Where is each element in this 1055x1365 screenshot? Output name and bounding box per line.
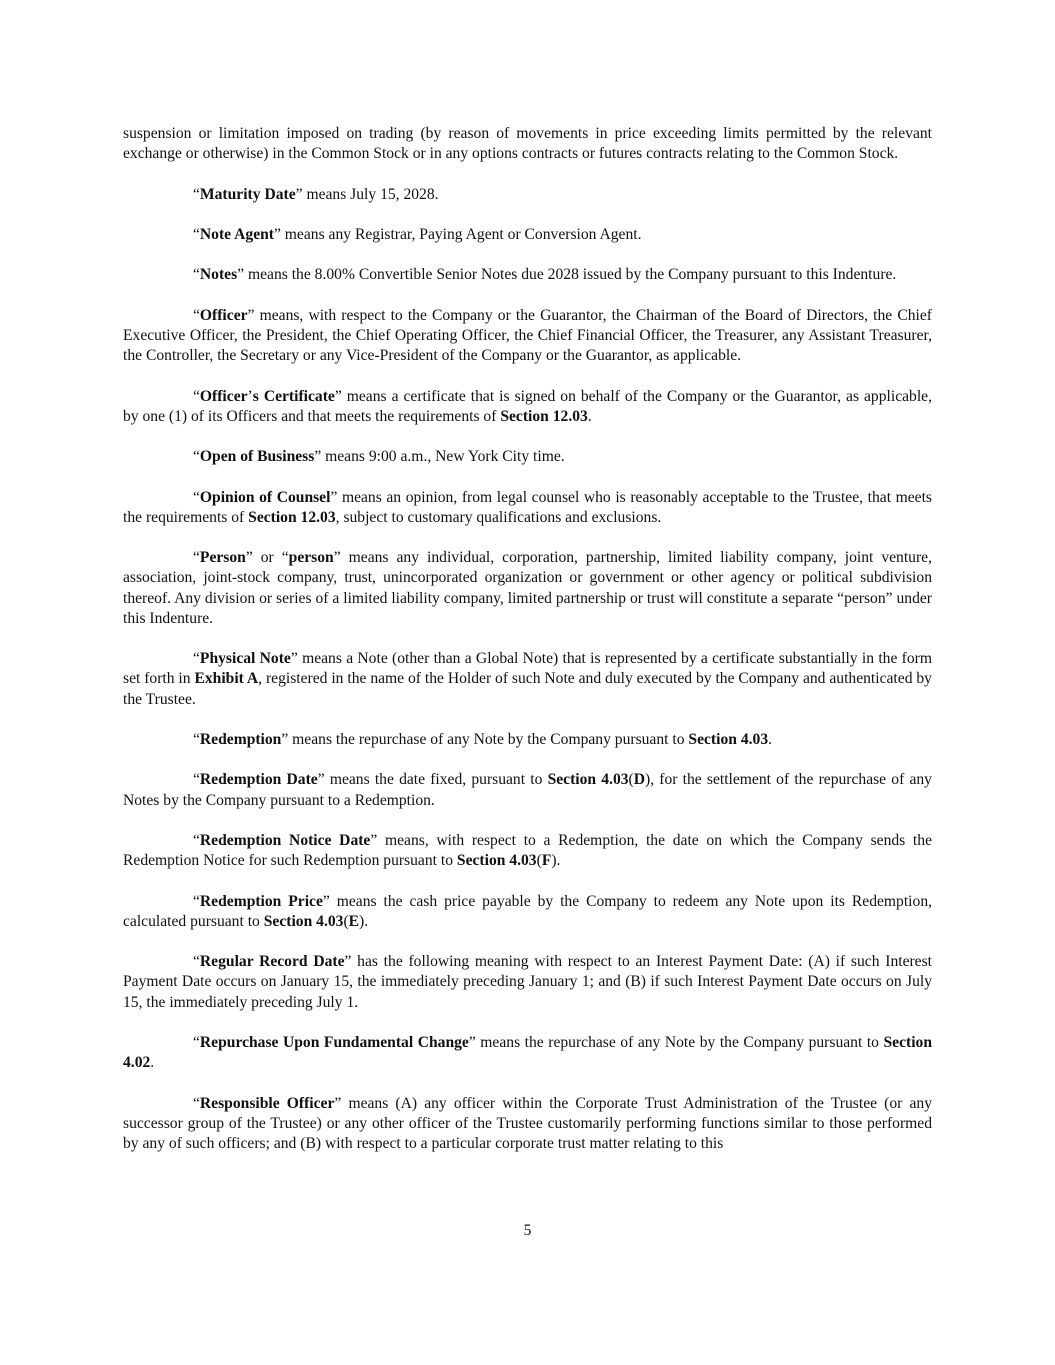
defined-term: Officer bbox=[199, 387, 248, 405]
definition-paragraph bbox=[123, 387, 932, 427]
body-text: “ bbox=[193, 650, 200, 668]
definition-paragraph bbox=[123, 952, 932, 1013]
defined-term: Section 12.03 bbox=[500, 407, 588, 425]
body-text: ” means any individual, corporation, partnership, limited liability company, joint venture, association, joint-stock company, trust, unincorporated organization or government or other agency or political subdivision thereof. Any division or series of a limited liability company, limited partnership or trust will constitute a separate “person” under this Indenture. bbox=[123, 549, 932, 627]
body-text: ” means the 8.00% Convertible Senior Notes due 2028 issued by the Company pursuant to this Indenture. bbox=[237, 266, 897, 284]
definition-paragraph bbox=[123, 185, 932, 205]
body-text: ” means an opinion, from legal counsel who is reasonably acceptable to the Trustee, that meets the requirements of bbox=[123, 488, 932, 526]
defined-term: D bbox=[633, 771, 646, 789]
body-text: ( bbox=[628, 771, 634, 789]
definition-paragraph bbox=[123, 548, 932, 629]
body-text: “ bbox=[193, 266, 200, 284]
body-text: “ bbox=[193, 387, 200, 405]
definition-paragraph bbox=[123, 306, 932, 367]
defined-term: Open of Business bbox=[199, 448, 315, 466]
body-text: ( bbox=[536, 852, 542, 870]
defined-term: Notes bbox=[199, 266, 238, 284]
continued-paragraph bbox=[123, 124, 932, 164]
body-text: ( bbox=[343, 912, 349, 930]
body-text: “ bbox=[193, 730, 200, 748]
defined-term: Section 4.03 bbox=[688, 730, 769, 748]
defined-term: Section 4.03 bbox=[547, 771, 629, 789]
defined-term: Section 12.03 bbox=[248, 508, 336, 526]
body-text: “ bbox=[193, 306, 200, 324]
page-number: 5 bbox=[523, 1222, 532, 1239]
definition-paragraph bbox=[123, 730, 932, 750]
body-text: “ bbox=[193, 225, 200, 243]
body-text: , registered in the name of the Holder of such Note and duly executed by the Company and authenticated by the Trustee. bbox=[123, 670, 932, 708]
body-text: ” means (A) any officer within the Corporate Trust Administration of the Trustee (or any successor group of the Trustee) or any other officer of the Trustee customarily performing functions similar to those performed by any of such officers; and (B) with respect to a particular corporate trust matter relating to this bbox=[123, 1094, 932, 1152]
definition-paragraph bbox=[123, 1094, 932, 1155]
defined-term: Physical Note bbox=[199, 650, 291, 668]
defined-term: Note Agent bbox=[199, 225, 274, 243]
body-text: . bbox=[587, 407, 592, 425]
defined-term: person bbox=[288, 549, 334, 567]
defined-term: Maturity Date bbox=[199, 185, 296, 203]
definition-paragraph bbox=[123, 831, 932, 871]
body-text: ” means the repurchase of any Note by the Company pursuant to bbox=[281, 730, 689, 748]
defined-term: Redemption Notice Date bbox=[199, 831, 371, 849]
body-text: ’ bbox=[247, 387, 253, 405]
body-text: ” means the repurchase of any Note by the Company pursuant to bbox=[468, 1033, 884, 1051]
defined-term: Exhibit A bbox=[194, 670, 259, 688]
body-text: “ bbox=[193, 1094, 200, 1112]
defined-term: Redemption bbox=[199, 730, 282, 748]
body-text: ). bbox=[551, 852, 561, 870]
defined-term: F bbox=[541, 852, 552, 870]
definition-paragraph bbox=[123, 225, 932, 245]
body-text: ” means 9:00 a.m., New York City time. bbox=[314, 448, 565, 466]
body-text: . bbox=[150, 1054, 155, 1072]
body-text: , subject to customary qualifications and exclusions. bbox=[335, 508, 662, 526]
definition-paragraph bbox=[123, 892, 932, 932]
body-text: ” or “ bbox=[245, 549, 289, 567]
body-text: “ bbox=[193, 549, 200, 567]
defined-term: Section 4.03 bbox=[263, 912, 344, 930]
defined-term: Responsible Officer bbox=[199, 1094, 335, 1112]
definition-paragraph bbox=[123, 1033, 932, 1073]
body-text: ” means a certificate that is signed on behalf of the Company or the Guarantor, as applicable, by one (1) of its Officers and that meets the requirements of bbox=[123, 387, 932, 425]
definition-paragraph bbox=[123, 265, 932, 285]
body-text: suspension or limitation imposed on trading (by reason of movements in price exceeding limits permitted by the relevant exchange or otherwise) in the Common Stock or in any options contracts or futures contracts relating to the Common Stock. bbox=[123, 125, 932, 163]
defined-term: Redemption Date bbox=[199, 771, 318, 789]
body-text: “ bbox=[193, 1033, 200, 1051]
body-text: ” means, with respect to a Redemption, the date on which the Company sends the Redemption Notice for such Redemption pursuant to bbox=[123, 831, 932, 870]
body-text: “ bbox=[193, 185, 200, 203]
definition-paragraph bbox=[123, 447, 932, 467]
defined-term: Section 4.03 bbox=[456, 852, 537, 870]
defined-term: Section 4.02 bbox=[123, 1033, 932, 1072]
document-page bbox=[123, 124, 932, 1174]
definition-paragraph bbox=[123, 649, 932, 710]
body-text: “ bbox=[193, 771, 200, 789]
body-text: ” has the following meaning with respect to an Interest Payment Date: (A) if such Interest Payment Date occurs on January 15, the immediately preceding January 1; and (B) if such Interest Payment Date occurs on July 15, the immediately preceding July 1. bbox=[123, 953, 933, 1011]
defined-term: Repurchase Upon Fundamental Change bbox=[199, 1033, 469, 1051]
body-text: ” means the cash price payable by the Company to redeem any Note upon its Redemption, calculated pursuant to bbox=[123, 892, 933, 930]
body-text: ” means, with respect to the Company or the Guarantor, the Chairman of the Board of Directors, the Chief Executive Officer, the President, the Chief Operating Officer, the Chief Financial Officer, the Treasurer, any Assistant Treasurer, the Controller, the Secretary or any Vice-President of the Company or the Guarantor, as applicable. bbox=[123, 306, 932, 365]
body-text: “ bbox=[193, 488, 200, 506]
definition-paragraph bbox=[123, 488, 932, 528]
body-text: ” means July 15, 2028. bbox=[295, 185, 439, 203]
body-text: ” means the date fixed, pursuant to bbox=[317, 771, 548, 789]
defined-term: Regular Record Date bbox=[199, 953, 345, 971]
body-text: “ bbox=[193, 448, 200, 466]
body-text: “ bbox=[193, 953, 200, 971]
definition-paragraph bbox=[123, 770, 932, 810]
defined-term: Officer bbox=[199, 306, 248, 324]
body-text: “ bbox=[193, 831, 200, 849]
body-text: ), for the settlement of the repurchase of any Notes by the Company pursuant to a Redemption. bbox=[123, 771, 932, 809]
body-text: ). bbox=[359, 912, 369, 930]
body-text: . bbox=[768, 730, 773, 748]
defined-term: Person bbox=[199, 549, 246, 567]
defined-term: E bbox=[348, 912, 360, 930]
defined-term: Opinion of Counsel bbox=[199, 488, 331, 506]
defined-term: Redemption Price bbox=[199, 892, 323, 910]
defined-term: s Certificate bbox=[252, 387, 335, 405]
body-text: “ bbox=[193, 892, 200, 910]
body-text: ” means a Note (other than a Global Note) that is represented by a certificate substantially in the form set forth in bbox=[123, 650, 932, 688]
body-text: ” means any Registrar, Paying Agent or Conversion Agent. bbox=[273, 225, 642, 243]
